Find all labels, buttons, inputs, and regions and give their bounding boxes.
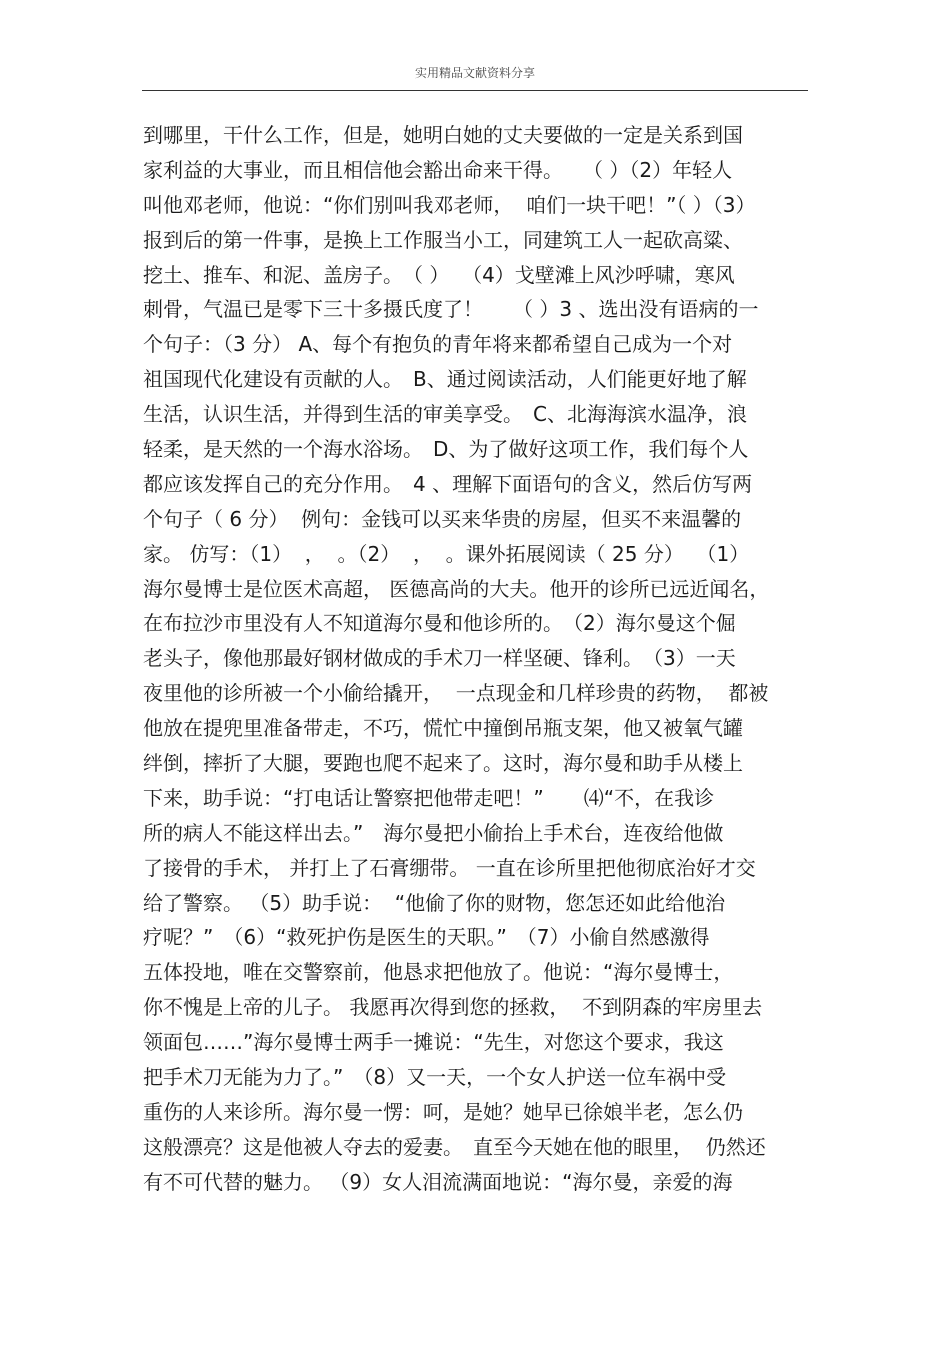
text-line: 到哪里，干什么工作，但是，她明白她的丈夫要做的一定是关系到国 [143,123,743,147]
text-line: 个句子：（3 分） A、每个有抱负的青年将来都希望自己成为一个对 [143,332,733,357]
text-line: 生活，认识生活，并得到生活的审美享受。 C、北海海滨水温净，浪 [143,402,747,427]
text-line: 他放在提兜里准备带走，不巧，慌忙中撞倒吊瓶支架，他又被氧气罐 [143,716,743,741]
text-line: 疗呢？” （6）“救死护伤是医生的天职。” （7）小偷自然感激得 [143,925,710,950]
text-line: 刺骨，气温已是零下三十多摄氏度了！ （ ）3 、选出没有语病的一 [143,297,759,322]
header-divider [142,90,808,91]
text-line: 老头子，像他那最好钢材做成的手术刀一样坚硬、锋利。 （3）一天 [143,646,736,671]
text-line: 家。 仿写：（1） ， 。（2） ， 。课外拓展阅读（ 25 分） （1） [143,541,750,566]
text-line: 有不可代替的魅力。 （9）女人泪流满面地说：“海尔曼，亲爱的海 [143,1169,733,1194]
text-line: 你不愧是上帝的儿子。 我愿再次得到您的拯救， 不到阴森的牢房里去 [143,995,763,1020]
text-line: 都应该发挥自己的充分作用。 4 、理解下面语句的含义，然后仿写两 [143,471,753,496]
text-line: 夜里他的诊所被一个小偷给撬开， 一点现金和几样珍贵的药物， 都被 [143,681,769,706]
text-line: 挖土、推车、和泥、盖房子。 （ ） （4）戈壁滩上风沙呼啸，寒风 [143,262,735,287]
text-line: 轻柔，是天然的一个海水浴场。 D、为了做好这项工作，我们每个人 [143,437,749,462]
text-line: 五体投地，唯在交警察前，他恳求把他放了。他说：“海尔曼博士， [143,960,734,985]
page-header-title: 实用精品文献资料分享 [414,66,535,80]
text-line: 把手术刀无能为力了。” （8）又一天，一个女人护送一位车祸中受 [143,1065,727,1090]
text-line: 领面包……”海尔曼博士两手一摊说：“先生，对您这个要求，我这 [143,1030,724,1055]
text-line: 报到后的第一件事，是换上工作服当小工，同建筑工人一起砍高粱、 [143,227,743,252]
text-line: 给了警察。 （5）助手说： “他偷了你的财物，您怎还如此给他治 [143,890,726,915]
text-line: 所的病人不能这样出去。” 海尔曼把小偷抬上手术台，连夜给他做 [143,820,724,845]
text-line: 了接骨的手术， 并打上了石膏绷带。 一直在诊所里把他彻底治好才交 [143,855,756,880]
text-line: 个句子（ 6 分） 例句：金钱可以买来华贵的房屋，但买不来温馨的 [143,506,742,531]
document-body [143,118,811,1200]
text-line: 叫他邓老师，他说：“你们别叫我邓老师， 咱们一块干吧！”（ ）（3） [143,192,756,217]
text-line: 这般漂亮？这是他被人夺去的爱妻。 直至今天她在他的眼里， 仍然还 [143,1134,766,1159]
text-line: 家利益的大事业，而且相信他会豁出命来干得。 （ ）（2）年轻人 [143,157,733,182]
text-line: 海尔曼博士是位医术高超， 医德高尚的大夫。他开的诊所已远近闻名， [143,576,770,601]
text-line: 在布拉沙市里没有人不知道海尔曼和他诊所的。 （2）海尔曼这个倔 [143,611,736,636]
text-line: 重伤的人来诊所。海尔曼一愣：呵，是她？她早已徐娘半老，怎么仍 [143,1099,743,1124]
text-line: 下来，助手说：“打电话让警察把他带走吧！” ⑷“不，在我诊 [143,785,715,810]
text-line: 绊倒，摔折了大腿，要跑也爬不起来了。这时，海尔曼和助手从楼上 [143,751,743,776]
text-line: 祖国现代化建设有贡献的人。 B、通过阅读活动，人们能更好地了解 [143,367,747,392]
